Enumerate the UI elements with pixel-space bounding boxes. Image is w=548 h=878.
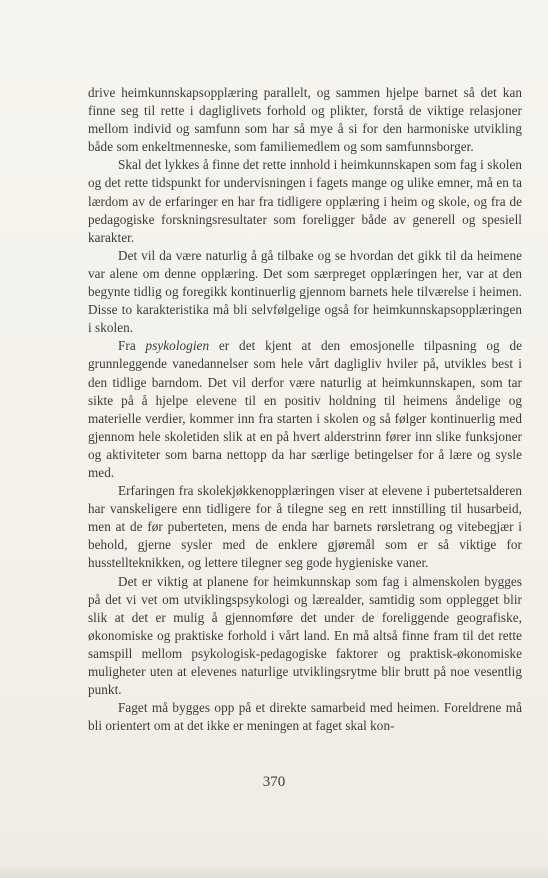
paragraph-5: Erfaringen fra skolekjøkkenopplæringen viser at elevene i pubertetsalderen har vanskeligere enn tidligere for å tilegne seg en rett innstilling til husarbeid, men at de før puberteten, mens de enda har barnets rørsletrang og vitebegjær i behold, gjerne sysler med de enklere gjøremål som er så viktige for husstellteknikken, og lettere tilegner seg gode hygieniske vaner. — [88, 483, 522, 571]
paragraph-4-italic-term: psykologien — [145, 338, 210, 354]
paragraph-2: Skal det lykkes å finne det rette innhold i heimkunnskapen som fag i skolen og det rette tidspunkt for undervisningen i fagets mange og ulike emner, må en ta lærdom av de erfaringer en har fra tidligere opplæring i heim og skole, og fra de pedagogiske forskningsresultater som foreligger både av generell og spesiell karakter. — [88, 157, 522, 245]
paragraph-4-prefix: Fra — [118, 338, 146, 354]
page-edge-shadow — [0, 864, 548, 878]
page-number: 370 — [262, 774, 286, 790]
paragraph-4-text: er det kjent at den emosjonelle tilpasning og de grunnleggende vanedannelser som hele vårt dagligliv hviler på, utvikles best i den tidlige barndom. Det vil derfor være naturlig at heimkunnskapen, som tar sikte på å hjelpe elevene til en positiv holdning til heimens åndelige og materielle verdier, kommer inn fra starten i skolen og så følger kontinuerlig med gjennom hele skoletiden slik at en på hvert alderstrinn fører inn slike funksjoner og aktiviteter som barna nettopp da har særlige betingelser for å lære og sysle med. — [88, 338, 523, 480]
body-text — [88, 84, 522, 735]
paragraph-3: Det vil da være naturlig å gå tilbake og se hvordan det gikk til da heimene var alene om denne opplæring. Det som særpreget opplæringen her, var at den begynte tidlig og foregikk kontinuerlig gjennom barnets hele tilværelse i heimen. Disse to karakteristika må bli selvfølgelige også for heimkunnskapsopplæringen i skolen. — [88, 247, 522, 336]
paragraph-1: drive heimkunnskapsopplæring parallelt, og sammen hjelpe barnet så det kan finne seg til rette i dagliglivets forhold og plikter, forstå de viktige relasjoner mellom individ og samfunn som har så mye å si for den harmoniske utvikling både som enkeltmenneske, som familiemedlem og som samfunnsborger. — [88, 85, 522, 155]
paragraph-4 — [88, 337, 522, 482]
paragraph-7: Faget må bygges opp på et direkte samarbeid med heimen. Foreldrene må bli orientert om at det ikke er meningen at faget skal kon- — [88, 700, 522, 734]
paragraph-6: Det er viktig at planene for heimkunnskap som fag i almenskolen bygges på det vi vet om utviklingspsykologi og lærealder, samtidig som opplegget blir slik at det er mulig å gjennomføre det under de foreliggende geografiske, økonomiske og praktiske forhold i vårt land. En må altså finne fram til det rette samspill mellom psykologisk-pedagogiske faktorer og praktisk-økonomiske muligheter uten at elevenes naturlige utviklingsrytme blir brutt på noe vesentlig punkt. — [88, 573, 522, 698]
